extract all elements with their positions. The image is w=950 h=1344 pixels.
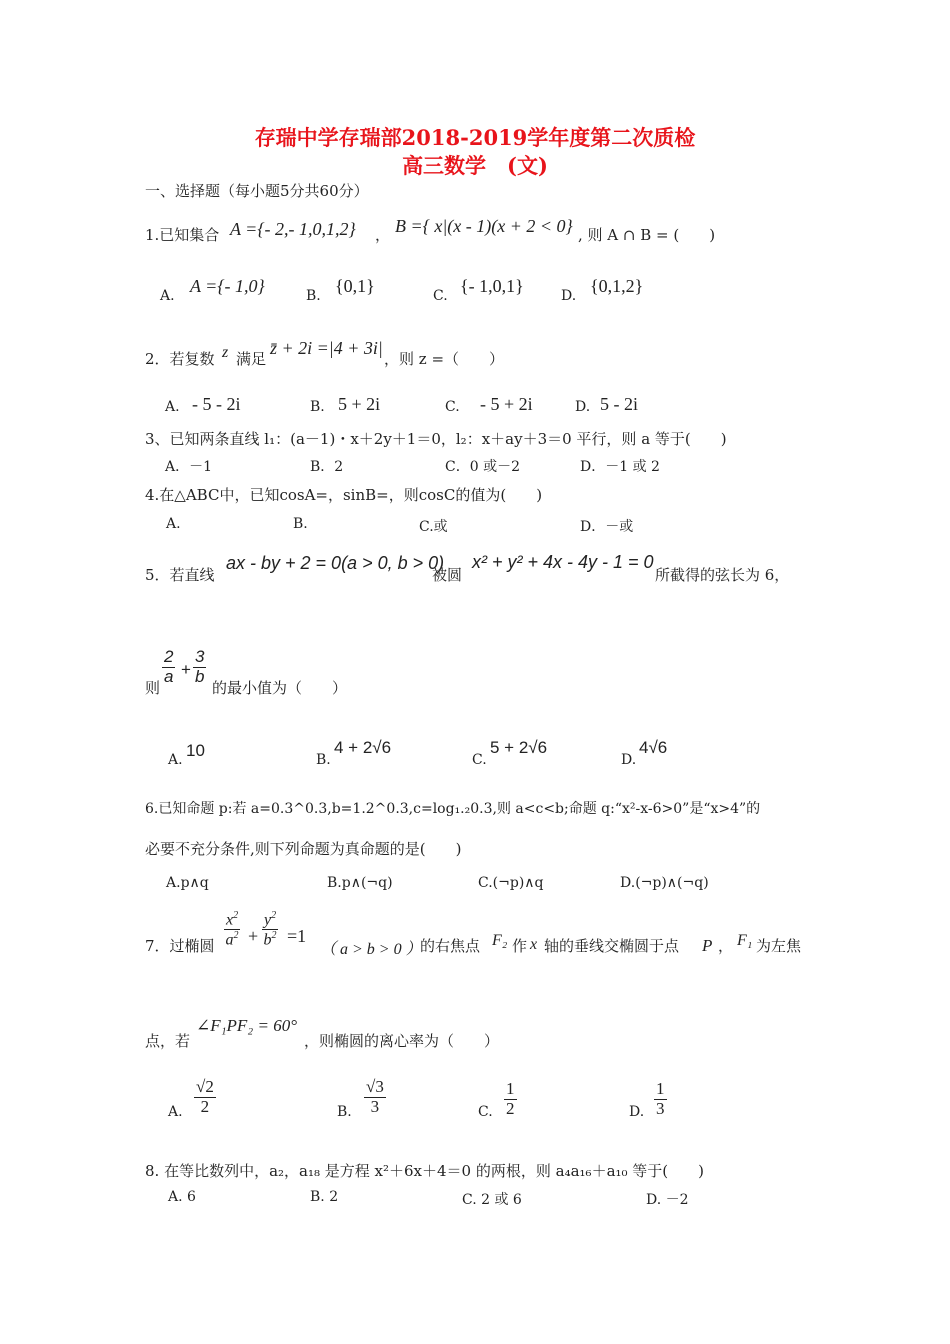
- q5-fraction-2-over-a: $\frac{2}{a}$: [164, 647, 174, 686]
- q7-plus: +: [248, 926, 259, 946]
- q7-lead: 7．过椭圆: [145, 937, 215, 955]
- q2-var: z: [222, 344, 229, 361]
- q5-option-b-letter: B.: [316, 752, 331, 768]
- q7-condition: （ a > b > 0 ）: [320, 941, 422, 958]
- q6-option-c: C.(¬p)∧q: [478, 875, 544, 891]
- q5-lead: 5．若直线: [145, 566, 215, 584]
- q7-line2-lead: 点，若: [145, 1032, 191, 1050]
- q8-text: 8. 在等比数列中，a₂，a₁₈ 是方程 x²＋6x＋4＝0 的两根，则 a₄a₁₆＋a₁₀ 等于( ): [145, 1162, 705, 1180]
- q6-option-a: A.p∧q: [166, 875, 209, 891]
- q6-option-b: B.p∧(¬q): [327, 875, 393, 891]
- q2-equation: z̄ + 2i =|4 + 3i|: [270, 338, 383, 358]
- q5-option-a: 10: [186, 741, 205, 760]
- q1-set-b: B ={ x|(x - 1)(x + 2 < 0}: [395, 216, 573, 236]
- q5-line2-tail: 的最小值为（ ）: [212, 679, 348, 697]
- q2-lead: 2．若复数: [145, 350, 215, 368]
- q3-option-b: B．2: [310, 459, 344, 475]
- q3-text: 3、已知两条直线 l₁：(a－1)・x＋2y＋1＝0，l₂：x＋ay＋3＝0 平行，则 a 等于( ): [145, 430, 727, 448]
- q4-option-a: A.: [166, 516, 181, 532]
- q6-line2: 必要不充分条件,则下列命题为真命题的是( ): [145, 840, 462, 858]
- q1-option-c: {- 1,0,1}: [460, 276, 524, 296]
- q7-option-b: $\frac{√3}{3}$: [366, 1077, 384, 1116]
- q1-option-c-letter: C.: [433, 288, 448, 304]
- q6-line1: 6.已知命题 p:若 a=0.3^0.3,b=1.2^0.3,c=log₁.₂0.3,则 a<c<b;命题 q:“x²-x-6>0”是“x>4”的: [145, 801, 761, 817]
- q4-text: 4.在△ABC中，已知cosA=，sinB=，则cosC的值为( ): [145, 486, 543, 504]
- q8-option-b: B. 2: [310, 1189, 339, 1205]
- q7-tail2: 作: [512, 937, 528, 955]
- q1-set-a: A ={- 2,- 1,0,1,2}: [230, 219, 356, 239]
- q7-option-a-letter: A.: [168, 1104, 183, 1120]
- q7-tail4: 为左焦: [756, 937, 802, 955]
- q2-option-b-letter: B.: [310, 399, 325, 415]
- q2-mid: 满足: [236, 350, 267, 368]
- q7-line2-tail: ，则椭圆的离心率为（ ）: [304, 1032, 500, 1050]
- q2-option-c: - 5 + 2i: [480, 394, 533, 414]
- q7-tail3: 轴的垂线交椭圆于点: [544, 937, 680, 955]
- q4-option-c: C.或: [419, 519, 448, 535]
- q5-tail: 所截得的弦长为 6，: [655, 566, 790, 584]
- q5-option-b: 4 + 2√6: [334, 738, 392, 757]
- q2-option-d: 5 - 2i: [600, 394, 638, 414]
- q7-option-b-letter: B.: [337, 1104, 352, 1120]
- q8-option-d: D. －2: [646, 1192, 689, 1208]
- q1-option-a-letter: A.: [160, 288, 175, 304]
- q1-option-d-letter: D.: [561, 288, 577, 304]
- q5-mid: 被圆: [432, 566, 463, 584]
- q5-option-c: 5 + 2√6: [490, 738, 548, 757]
- q4-option-b: B.: [293, 516, 308, 532]
- q7-p: P: [702, 936, 713, 955]
- q1-lead: 1.已知集合: [145, 226, 220, 244]
- section-heading: 一、选择题（每小题5分共60分）: [145, 182, 369, 200]
- q7-ellipse-y-term: $\frac{y^2}{b^2}$: [263, 910, 277, 949]
- q2-option-d-letter: D.: [575, 399, 591, 415]
- page-subtitle: 高三数学 (文): [402, 153, 548, 178]
- q3-option-d: D．－1 或 2: [580, 459, 660, 475]
- q5-line2-lead: 则: [145, 679, 161, 697]
- q7-f2: F₂: [492, 932, 508, 949]
- q7-tail1: 的右焦点: [420, 937, 481, 955]
- q7-option-d: $\frac{1}{3}$: [656, 1079, 665, 1118]
- q5-plus: +: [181, 660, 191, 679]
- q5-fraction-3-over-b: $\frac{3}{b}$: [195, 647, 205, 686]
- q5-option-d-letter: D.: [621, 752, 637, 768]
- q7-option-c: $\frac{1}{2}$: [506, 1079, 515, 1118]
- q2-option-a: - 5 - 2i: [192, 394, 241, 414]
- q7-angle: ∠F₁PF₂ = 60°: [196, 1016, 297, 1035]
- q7-option-c-letter: C.: [478, 1104, 493, 1120]
- q5-line-equation: ax - by + 2 = 0(a > 0, b > 0): [226, 553, 445, 573]
- q1-comma: ，: [375, 226, 391, 244]
- q8-option-c: C. 2 或 6: [462, 1192, 522, 1208]
- q7-x: x: [530, 936, 538, 953]
- q8-option-a: A. 6: [168, 1189, 196, 1205]
- q5-circle-equation: x² + y² + 4x - 4y - 1 = 0: [472, 552, 654, 572]
- q7-option-d-letter: D.: [629, 1104, 645, 1120]
- q5-option-c-letter: C.: [472, 752, 487, 768]
- q2-option-c-letter: C.: [445, 399, 460, 415]
- q7-option-a: $\frac{√2}{2}$: [196, 1077, 214, 1116]
- q7-equals-one: =1: [287, 926, 307, 946]
- q1-option-b-letter: B.: [306, 288, 321, 304]
- q2-tail: ，则 z =（ ）: [384, 350, 505, 368]
- q7-comma: ，: [718, 937, 734, 955]
- q3-option-a: A．－1: [165, 459, 213, 475]
- q5-option-d: 4√6: [639, 738, 668, 757]
- q3-option-c: C．0 或－2: [445, 459, 520, 475]
- q1-option-a: A ={- 1,0}: [190, 276, 265, 296]
- q4-option-d: D．－或: [580, 519, 634, 535]
- q2-option-a-letter: A.: [165, 399, 180, 415]
- page-title: 存瑞中学存瑞部2018-2019学年度第二次质检: [254, 125, 696, 150]
- q6-option-d: D.(¬p)∧(¬q): [620, 875, 709, 891]
- q5-option-a-letter: A.: [168, 752, 183, 768]
- q1-tail: , 则 A ∩ B = ( ): [578, 226, 716, 244]
- q1-option-d: {0,1,2}: [590, 276, 644, 296]
- q1-option-b: {0,1}: [335, 276, 375, 296]
- q7-ellipse-x-term: $\frac{x^2}{a^2}$: [225, 910, 239, 949]
- q2-option-b: 5 + 2i: [338, 394, 381, 414]
- q7-f1: F₁: [737, 932, 753, 949]
